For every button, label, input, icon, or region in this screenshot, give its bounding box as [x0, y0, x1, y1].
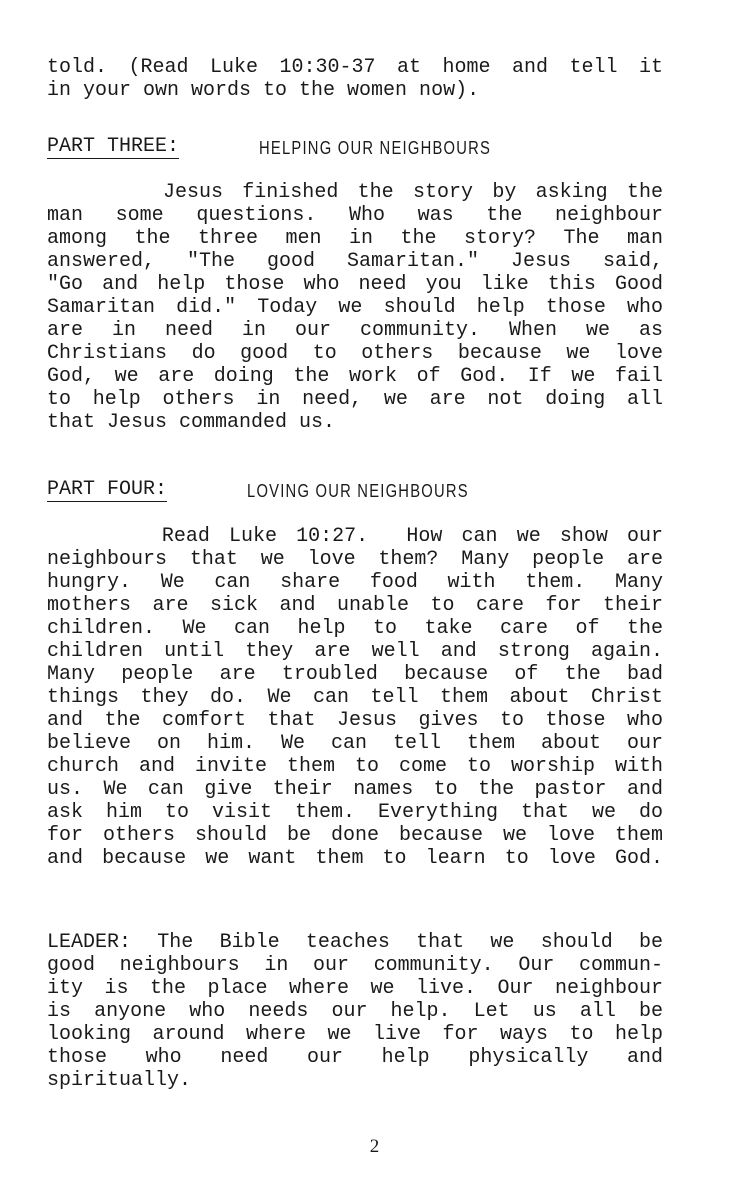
part-three-paragraph	[47, 181, 663, 434]
part-four-heading	[47, 479, 663, 503]
text-line: and the comfort that Jesus gives to those who	[47, 709, 663, 732]
part-three-heading	[47, 136, 663, 160]
text-line: good neighbours in our community. Our commun-	[47, 954, 663, 977]
part-three-title: HELPING OUR NEIGHBOURS	[259, 138, 492, 158]
text-line: children until they are well and strong again.	[47, 640, 663, 663]
text-line: church and invite them to come to worship with	[47, 755, 663, 778]
text-line: are in need in our community. When we as	[47, 319, 663, 342]
text-line: spiritually.	[47, 1069, 192, 1092]
text-line: hungry. We can share food with them. Many	[47, 571, 663, 594]
text-line: God, we are doing the work of God. If we fail	[47, 365, 663, 388]
text-line: Read Luke 10:27. How can we show our	[47, 525, 663, 548]
text-line: Jesus finished the story by asking the	[47, 181, 663, 204]
text-line: in your own words to the women now).	[47, 79, 480, 102]
text-line: looking around where we live for ways to help	[47, 1023, 663, 1046]
text-line: and because we want them to learn to love God.	[47, 847, 663, 870]
part-four-paragraph	[47, 525, 663, 870]
text-line: that Jesus commanded us.	[47, 411, 336, 434]
text-line: LEADER: The Bible teaches that we should be	[47, 931, 663, 954]
text-line: ask him to visit them. Everything that we do	[47, 801, 663, 824]
intro-paragraph	[47, 56, 663, 102]
part-four-title: LOVING OUR NEIGHBOURS	[247, 481, 469, 501]
text-line: neighbours that we love them? Many people are	[47, 548, 663, 571]
text-line: children. We can help to take care of the	[47, 617, 663, 640]
text-line: believe on him. We can tell them about our	[47, 732, 663, 755]
text-line: told. (Read Luke 10:30-37 at home and tell it	[47, 56, 663, 79]
part-four-label: PART FOUR:	[47, 478, 168, 501]
text-line: for others should be done because we love them	[47, 824, 663, 847]
text-line: ity is the place where we live. Our neighbour	[47, 977, 663, 1000]
text-line: those who need our help physically and	[47, 1046, 663, 1069]
text-line: mothers are sick and unable to care for their	[47, 594, 663, 617]
text-line: Samaritan did." Today we should help those who	[47, 296, 663, 319]
text-line: is anyone who needs our help. Let us all be	[47, 1000, 663, 1023]
page-number: 2	[369, 1136, 380, 1157]
text-line: man some questions. Who was the neighbour	[47, 204, 663, 227]
text-line: Christians do good to others because we love	[47, 342, 663, 365]
part-three-label: PART THREE:	[47, 135, 180, 158]
text-line: among the three men in the story? The man	[47, 227, 663, 250]
text-line: "Go and help those who need you like this Good	[47, 273, 663, 296]
text-line: Many people are troubled because of the bad	[47, 663, 663, 686]
text-line: to help others in need, we are not doing all	[47, 388, 663, 411]
text-line: us. We can give their names to the pastor and	[47, 778, 663, 801]
text-line: things they do. We can tell them about Christ	[47, 686, 663, 709]
leader-paragraph	[47, 931, 663, 1092]
text-line: answered, "The good Samaritan." Jesus said,	[47, 250, 663, 273]
